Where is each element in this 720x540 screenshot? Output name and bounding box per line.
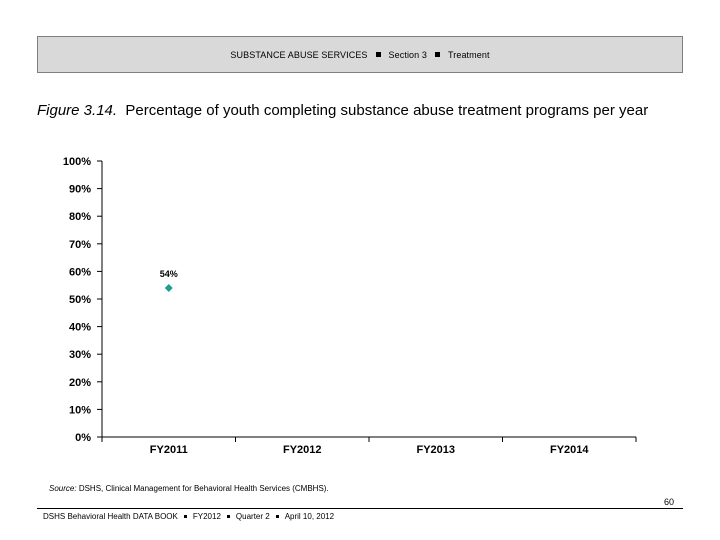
source-label: Source: — [49, 484, 77, 493]
y-tick-label: 70% — [68, 238, 91, 251]
footer-quarter: Quarter 2 — [235, 512, 270, 521]
x-tick-label: FY2012 — [282, 444, 322, 456]
footer-date: April 10, 2012 — [284, 512, 335, 521]
footer — [43, 512, 334, 521]
y-tick-label: 30% — [68, 349, 91, 362]
separator-square-icon — [184, 515, 187, 518]
x-tick-label: FY2013 — [416, 444, 456, 456]
y-tick-label: 80% — [68, 211, 91, 224]
section-number: Section 3 — [388, 49, 427, 60]
y-tick-label: 0% — [75, 432, 91, 444]
y-tick-label: 40% — [68, 321, 91, 334]
figure-number: Figure 3.14. — [37, 102, 118, 119]
y-tick-label: 20% — [68, 376, 91, 389]
y-tick-label: 10% — [68, 404, 91, 417]
y-tick-label: 100% — [62, 156, 91, 168]
source-note — [49, 484, 329, 493]
source-text: DSHS, Clinical Management for Behavioral Health Services (CMBHS). — [78, 484, 329, 493]
figure-caption: Percentage of youth completing substance abuse treatment programs per year — [125, 102, 649, 119]
y-tick-label: 60% — [68, 266, 91, 279]
separator-square-icon — [276, 515, 279, 518]
data-label: 54% — [159, 268, 178, 279]
section-sub: Treatment — [447, 49, 490, 60]
footer-year: FY2012 — [192, 512, 221, 521]
footer-rule — [37, 508, 683, 509]
footer-book: DSHS Behavioral Health DATA BOOK — [43, 512, 178, 521]
x-tick-label: FY2014 — [549, 444, 589, 456]
section-main: SUBSTANCE ABUSE SERVICES — [230, 49, 368, 60]
page-number: 60 — [664, 497, 675, 507]
x-tick-label: FY2011 — [149, 444, 188, 456]
data-point-diamond — [165, 284, 173, 292]
y-tick-label: 50% — [68, 294, 91, 306]
separator-square-icon — [227, 515, 230, 518]
y-tick-label: 90% — [68, 183, 91, 196]
